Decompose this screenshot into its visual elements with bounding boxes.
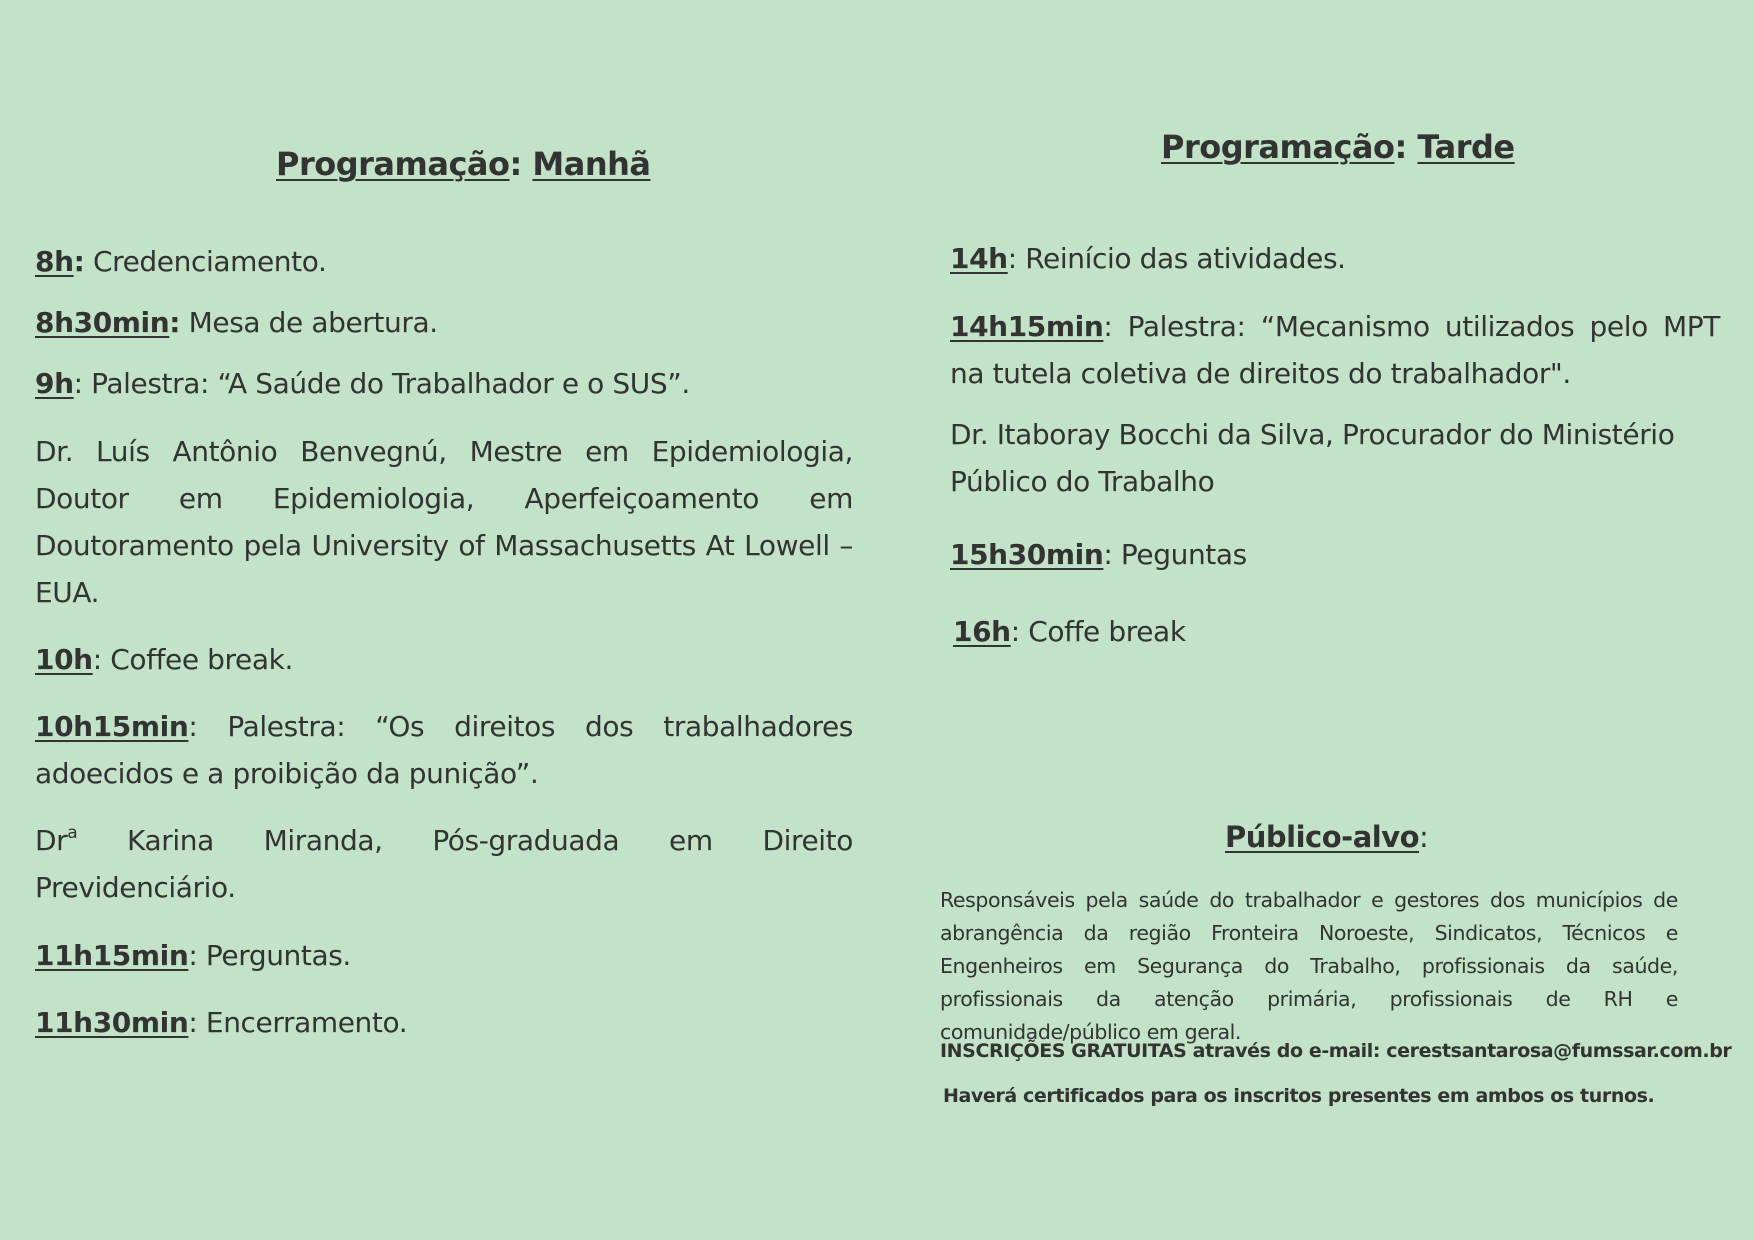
schedule-item-8h30: 8h30min: Mesa de abertura. — [35, 306, 438, 339]
schedule-item-15h30: 15h30min: Peguntas — [950, 538, 1247, 571]
schedule-item-14h: 14h: Reinício das atividades. — [950, 242, 1346, 275]
certificate-info: Haverá certificados para os inscritos presentes em ambos os turnos. — [943, 1085, 1655, 1107]
schedule-item-10h15: 10h15min: Palestra: “Os direitos dos trabalhadores adoecidos e a proibição da punição”. — [35, 710, 853, 790]
registration-info: INSCRIÇÕES GRATUITAS através do e-mail: cerestsantarosa@fumssar.com.br — [940, 1040, 1732, 1062]
schedule-item-16h: 16h: Coffe break — [953, 615, 1186, 648]
audience-description: Responsáveis pela saúde do trabalhador e gestores dos municípios de abrangência da região Fronteira Noroeste, Sindicatos, Técnicos e Engenheiros em Segurança do Trabalho, profissionais da saúde, profissionais da atenção primária, profissionais de RH e comunidade/público em geral. — [940, 888, 1678, 1044]
afternoon-heading: Programação: Tarde — [1161, 128, 1515, 166]
speaker-benvegnu: Dr. Luís Antônio Benvegnú, Mestre em Epidemiologia, Doutor em Epidemiologia, Aperfeiçoamento em Doutoramento pela University of Massachusetts At Lowell – EUA. — [35, 435, 853, 609]
audience-heading: Público-alvo: — [1225, 820, 1429, 854]
speaker-bocchi: Dr. Itaboray Bocchi da Silva, Procurador do Ministério Público do Trabalho — [950, 418, 1675, 498]
schedule-item-11h15: 11h15min: Perguntas. — [35, 939, 351, 972]
schedule-item-9h: 9h: Palestra: “A Saúde do Trabalhador e o SUS”. — [35, 367, 690, 400]
schedule-item-10h: 10h: Coffee break. — [35, 643, 293, 676]
schedule-item-14h15: 14h15min: Palestra: “Mecanismo utilizados pelo MPT na tutela coletiva de direitos do trabalhador". — [950, 310, 1720, 390]
schedule-item-8h: 8h: Credenciamento. — [35, 245, 327, 278]
speaker-miranda: Dr$^a$ Karina Miranda, Pós-graduada em Direito Previdenciário. — [35, 823, 853, 904]
morning-heading: Programação: Manhã — [276, 145, 651, 183]
schedule-item-11h30: 11h30min: Encerramento. — [35, 1006, 408, 1039]
